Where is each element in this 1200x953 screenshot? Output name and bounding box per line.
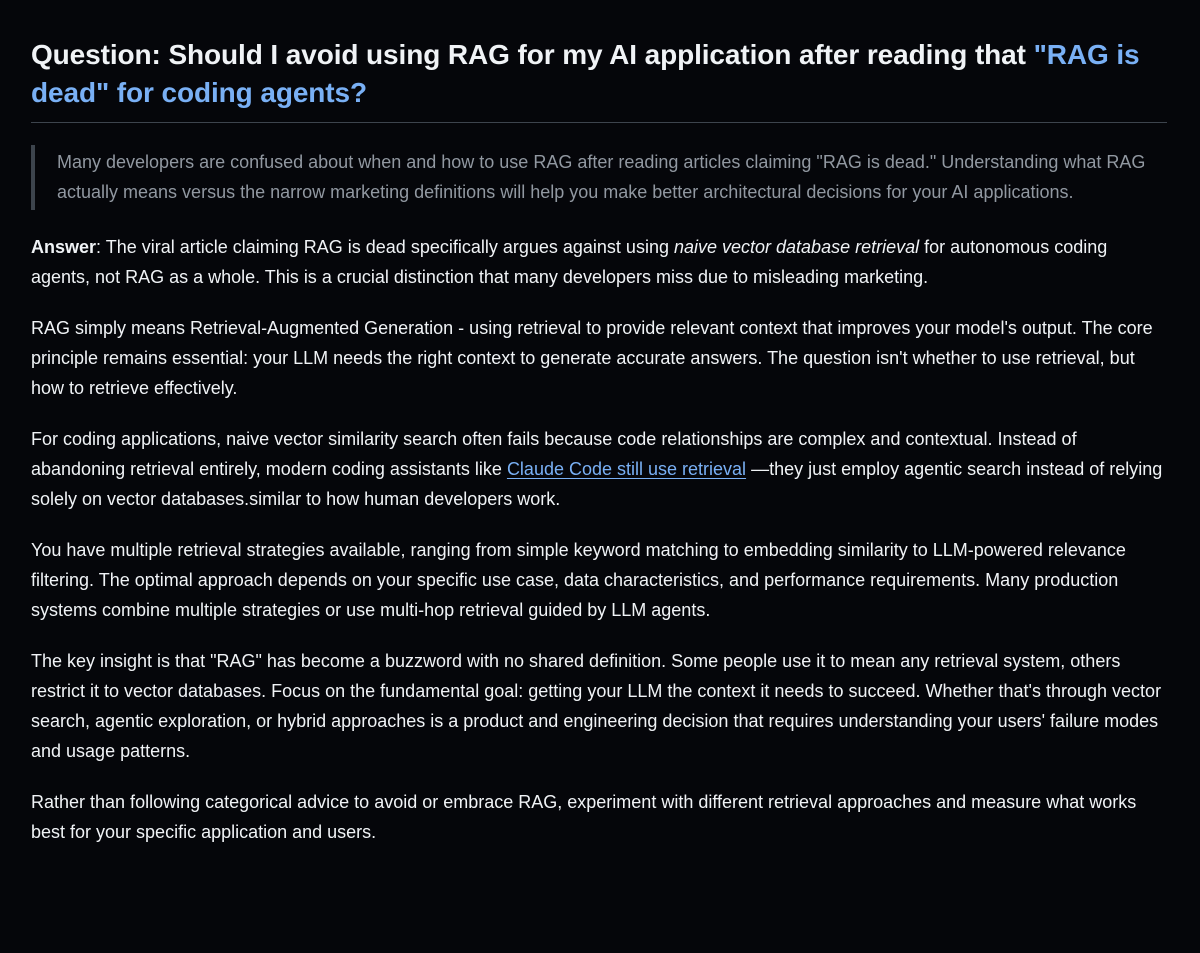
answer-p1-after: for autonomous coding agents, not RAG as a whole. This is a crucial distinction that many developers miss due to misleading marketing.	[31, 237, 1108, 287]
title-divider	[31, 122, 1167, 123]
answer-p3-before: For coding applications, naive vector similarity search often fails because code relationships are complex and contextual. Instead of abandoning retrieval entirely, modern coding assistants like	[31, 429, 1077, 479]
answer-p1-emphasis: naive vector database retrieval	[673, 237, 920, 257]
answer-paragraph-6: Rather than following categorical advice to avoid or embrace RAG, experiment with different retrieval approaches and measure what works best for your specific application and users.	[31, 792, 1137, 842]
page-title	[31, 36, 1167, 112]
answer-label: Answer	[31, 237, 97, 257]
answer-paragraph-5: The key insight is that "RAG" has become a buzzword with no shared definition. Some people use it to mean any retrieval system, others restrict it to vector databases. Focus on the fundamental goal: getting your LLM the context it needs to succeed. Whether that's through vector search, agentic exploration, or hybrid approaches is a product and engineering decision that requires understanding your users' failure modes and usage patterns.	[31, 651, 1162, 761]
answer-paragraph-2: RAG simply means Retrieval-Augmented Generation - using retrieval to provide relevant context that improves your model's output. The core principle remains essential: your LLM needs the right context to generate accurate answers. The question isn't whether to use retrieval, but how to retrieve effectively.	[31, 318, 1153, 398]
answer-paragraph-1	[31, 232, 1167, 292]
callout-quote	[31, 145, 1167, 210]
answer-p1-before: : The viral article claiming RAG is dead specifically argues against using	[96, 237, 674, 257]
answer-paragraph-4: You have multiple retrieval strategies available, ranging from simple keyword matching to embedding similarity to LLM-powered relevance filtering. The optimal approach depends on your specific use case, data characteristics, and performance requirements. Many production systems combine multiple strategies or use multi-hop retrieval guided by LLM agents.	[31, 540, 1126, 620]
title-highlight: "RAG is dead" for coding agents?	[31, 39, 1140, 108]
callout-text: Many developers are confused about when and how to use RAG after reading articles claiming "RAG is dead." Understanding what RAG actually means versus the narrow marketing definitions will help you make better architectural decisions for your AI applications.	[57, 152, 1146, 202]
claude-code-retrieval-link[interactable]: Claude Code still use retrieval	[506, 459, 747, 479]
answer-p3-after: —they just employ agentic search instead of relying solely on vector databases.similar to how human developers work.	[31, 459, 1163, 509]
title-text: Question: Should I avoid using RAG for my AI application after reading that	[31, 39, 1034, 70]
answer-paragraph-3	[31, 424, 1167, 514]
